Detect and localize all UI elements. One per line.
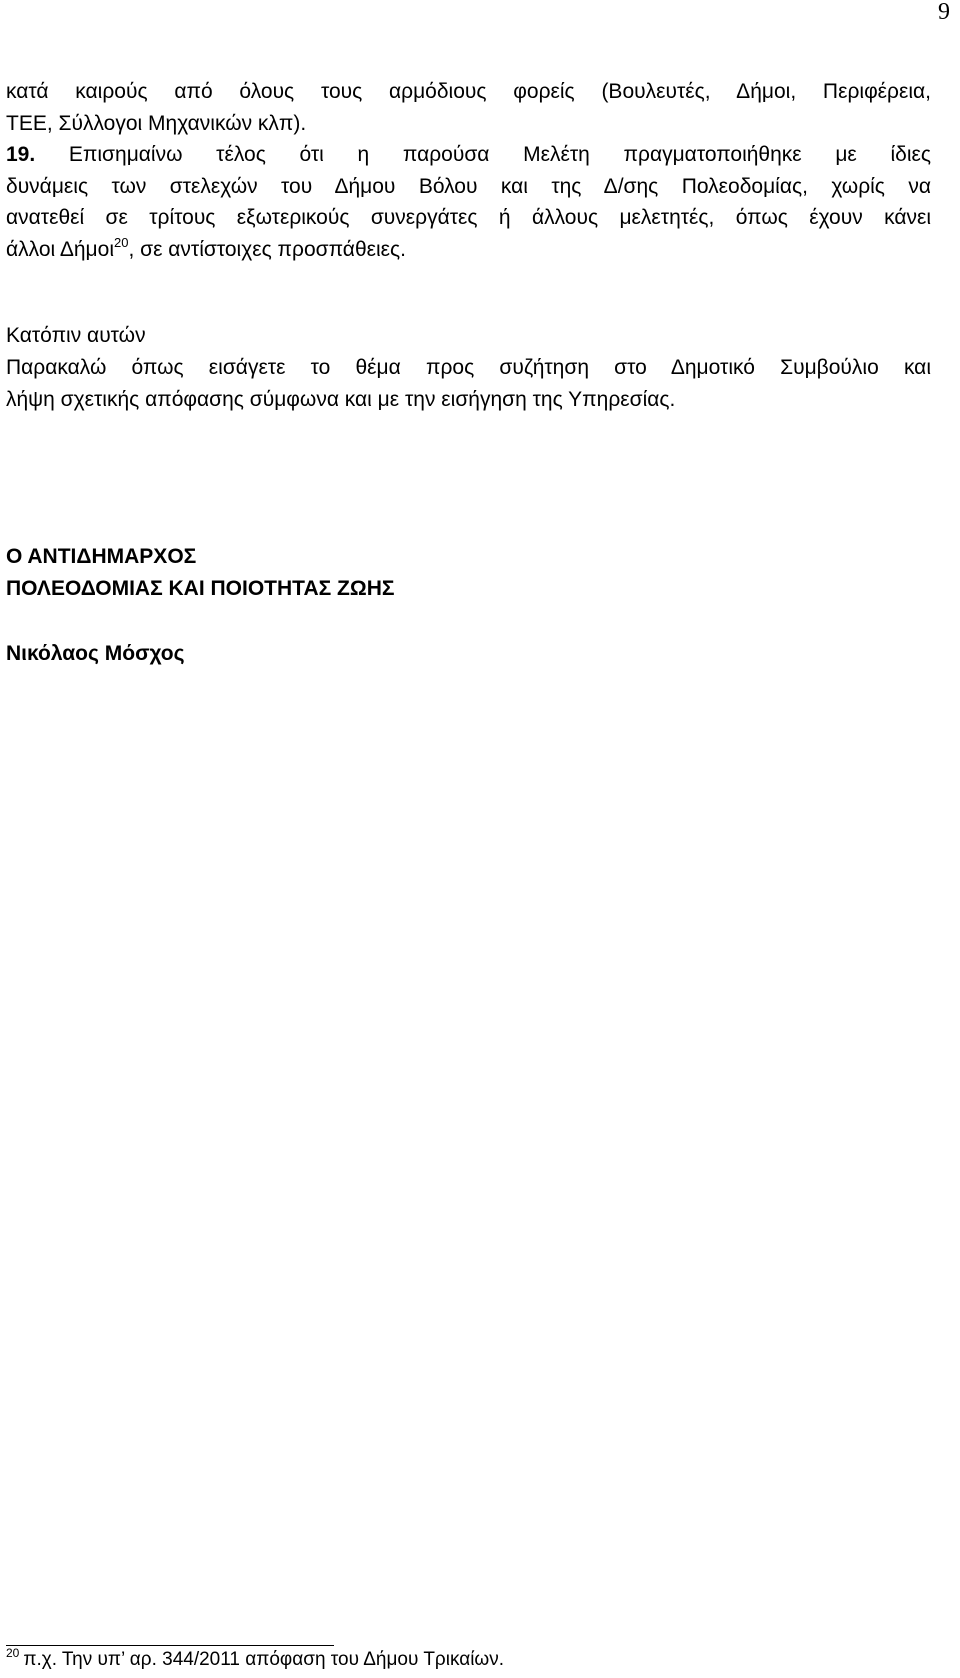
item19-line-2: δυνάμεις των στελεχών του Δήμου Βόλου και της Δ/σης Πολεοδομίας, χωρίς να <box>6 174 931 198</box>
item19-line-3: ανατεθεί σε τρίτους εξωτερικούς συνεργάτες ή άλλους μελετητές, όπως έχουν κάνει <box>6 206 931 229</box>
closing-heading: Κατόπιν αυτών <box>6 324 146 347</box>
signature-title-line-1: Ο ΑΝΤΙΔΗΜΑΡΧΟΣ <box>6 545 197 568</box>
item19-line-4-end: , σε αντίστοιχες προσπάθειες. <box>128 237 406 261</box>
request-paragraph <box>6 352 931 415</box>
footnote <box>6 1647 504 1673</box>
continued-line-1: κατά καιρούς από όλους τους αρμόδιους φορείς (Βουλευτές, Δήμοι, Περιφέρεια, <box>6 80 931 103</box>
footnote-reference: 20 <box>114 234 129 250</box>
item19-line-1-text: Επισημαίνω τέλος ότι η παρούσα Μελέτη πραγματοποιήθηκε με ίδιες <box>68 143 931 166</box>
footnote-marker: 20 <box>6 1646 20 1660</box>
request-line-1: Παρακαλώ όπως εισάγετε το θέμα προς συζήτηση στο Δημοτικό Συμβούλιο και <box>6 356 931 379</box>
numbered-item-19 <box>6 139 931 265</box>
footnote-separator <box>6 1645 334 1646</box>
continued-paragraph <box>6 76 931 139</box>
item19-line-4 <box>6 234 931 266</box>
item19-line-4-start: άλλοι Δήμοι <box>6 237 114 261</box>
footnote-text: π.χ. Την υπ’ αρ. 344/2011 απόφαση του Δήμου Τρικαίων. <box>23 1649 505 1670</box>
continued-line-2: ΤΕΕ, Σύλλογοι Μηχανικών κλπ). <box>6 111 307 135</box>
signature-title-line-2: ΠΟΛΕΟΔΟΜΙΑΣ ΚΑΙ ΠΟΙΟΤΗΤΑΣ ΖΩΗΣ <box>6 577 395 600</box>
item19-line-1 <box>6 139 931 171</box>
page-number: 9 <box>938 0 950 25</box>
signatory-name: Νικόλαος Μόσχος <box>6 642 185 665</box>
item-number: 19. <box>6 143 36 166</box>
request-line-2: λήψη σχετικής απόφασης σύμφωνα και με την εισήγηση της Υπηρεσίας. <box>6 387 676 411</box>
